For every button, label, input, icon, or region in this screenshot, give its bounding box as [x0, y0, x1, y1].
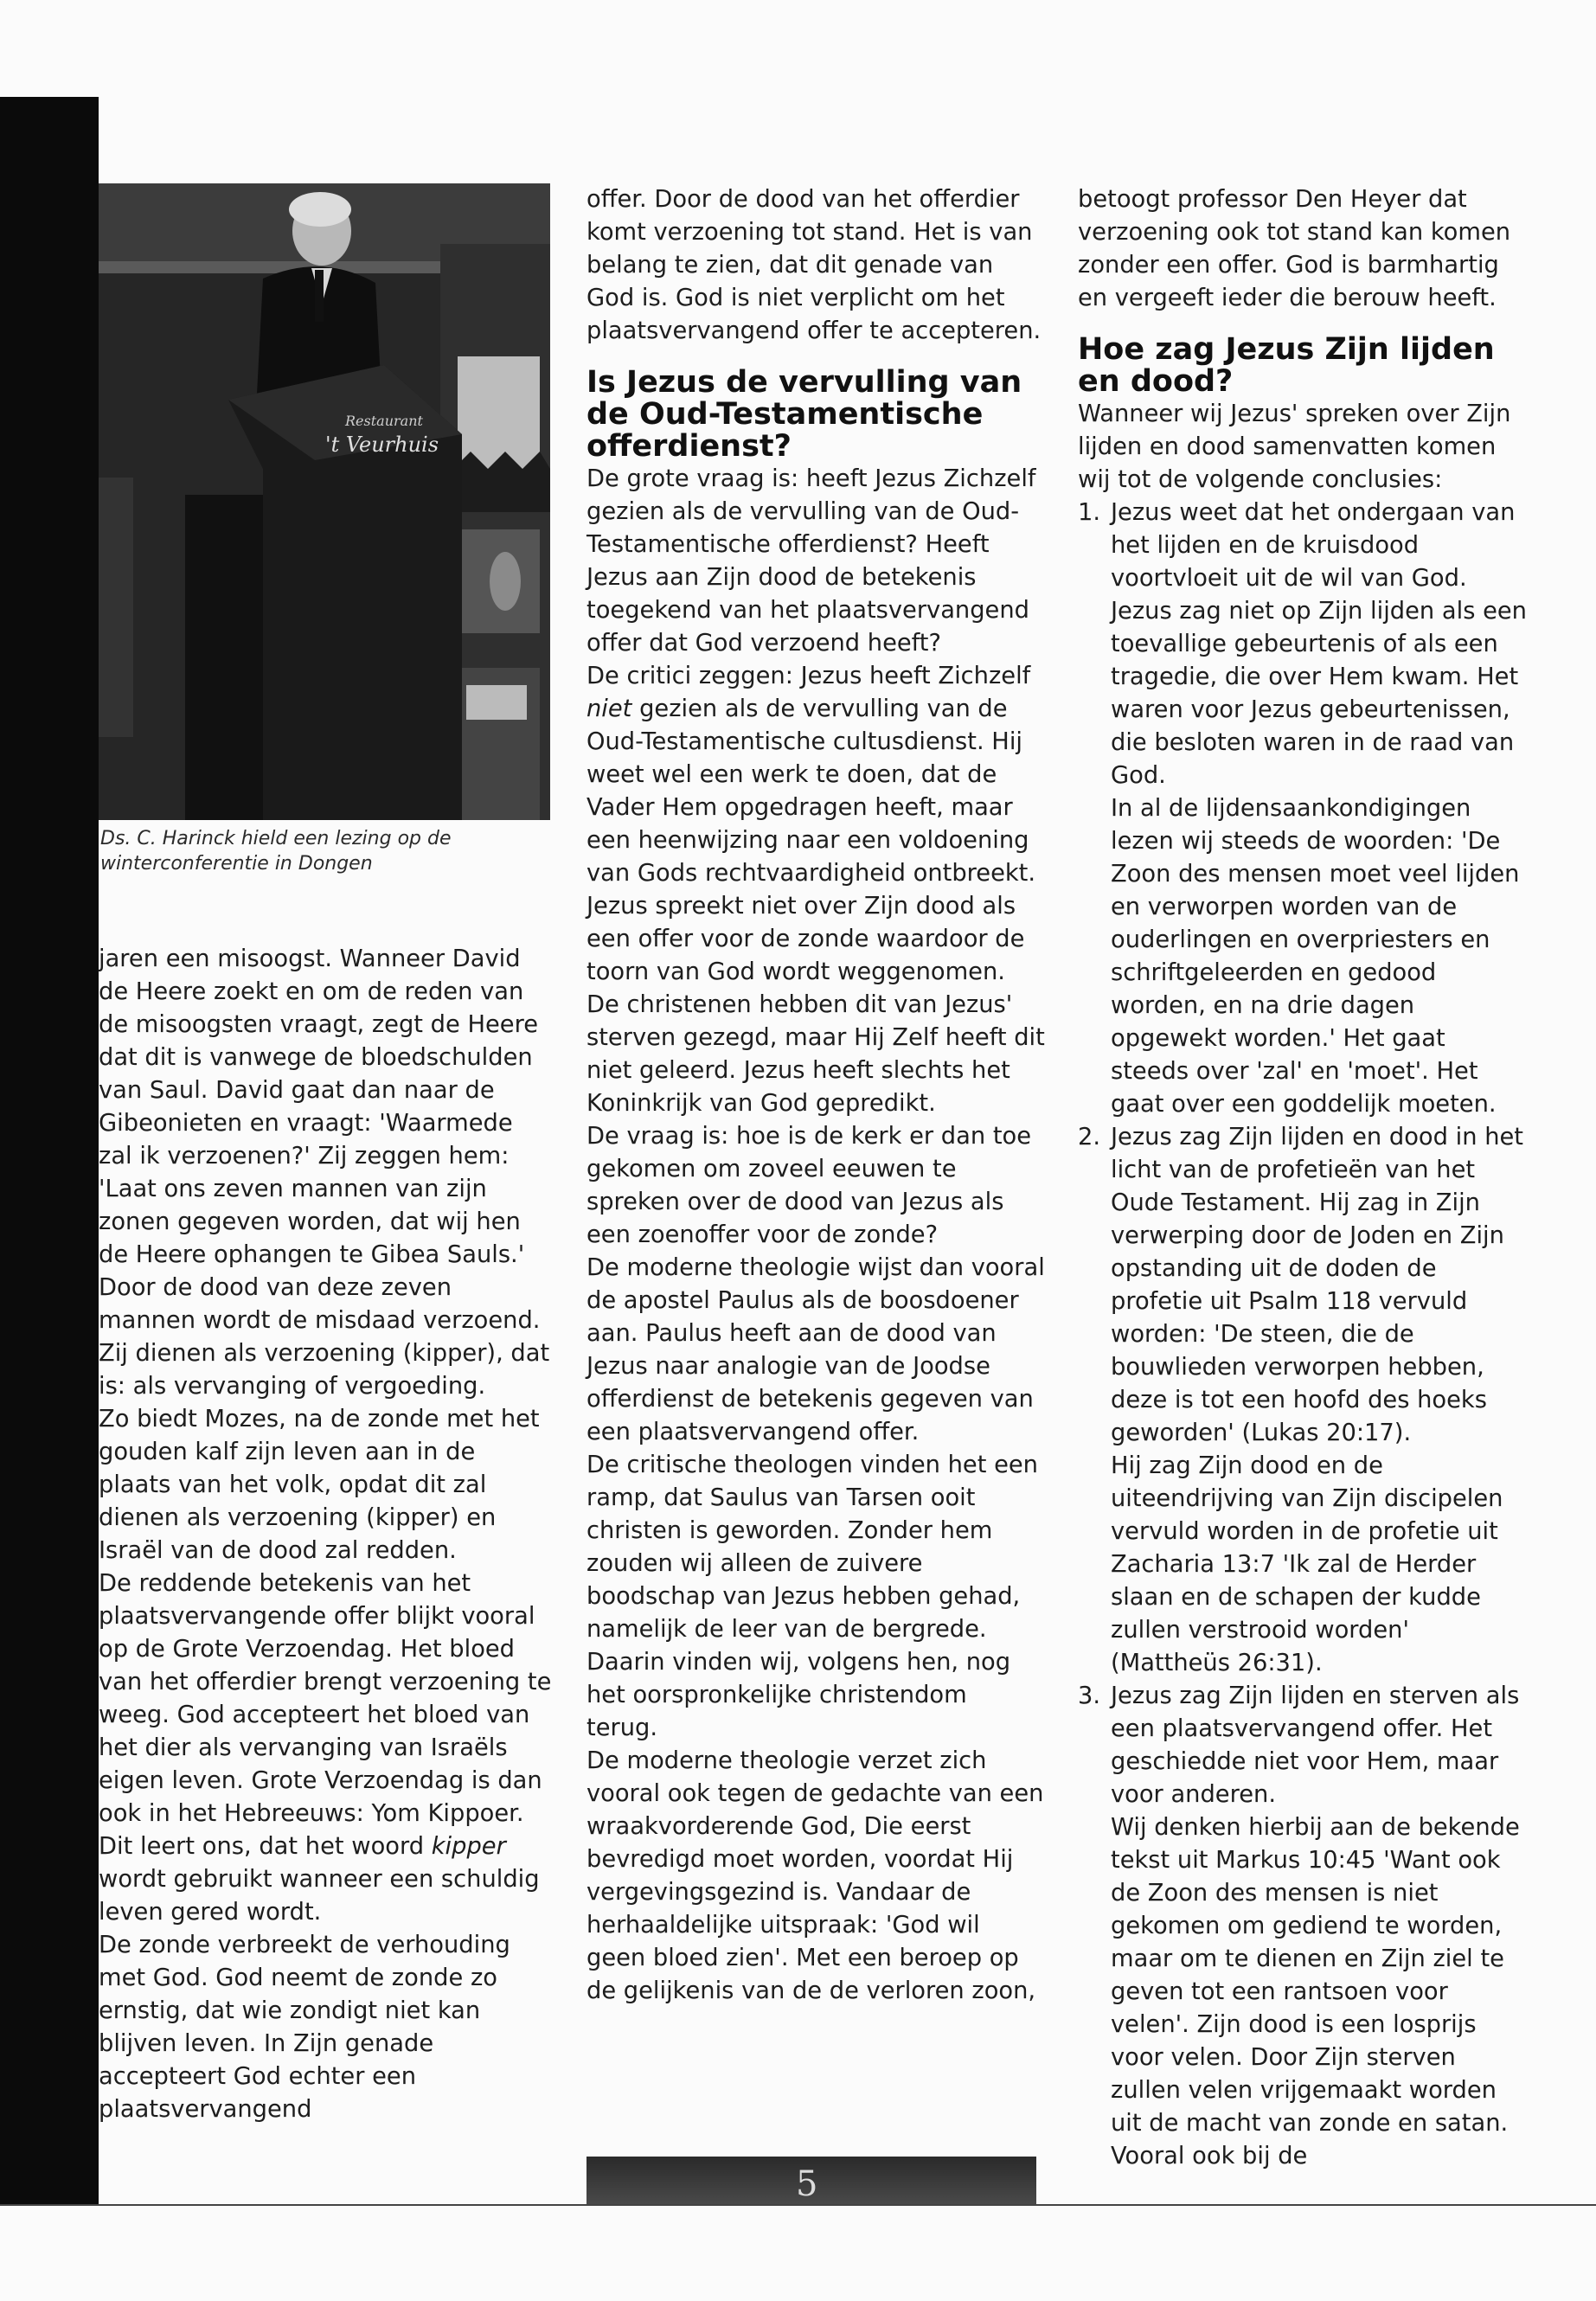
list-item-paragraph: Jezus zag Zijn lijden en sterven als een plaatsvervangend offer. Het geschiedde niet voor Hem, maar voor anderen. [1111, 1682, 1520, 1808]
col2-paragraph-1: De grote vraag is: heeft Jezus Zichzelf gezien als de vervulling van de Oud-Testamentische offerdienst? Heeft Jezus aan Zijn dood de betekenis toegekend van het plaatsvervangend offer dat God verzoend heeft? [586, 465, 1036, 657]
col1-paragraph-1: jaren een misoogst. Wanneer David de Heere zoekt en om de reden van de misoogsten vraagt, zegt de Heere dat dit is vanwege de bloedschulden van Saul. David gaat dan naar de Gibeonieten en vraagt: 'Waarmede zal ik verzoenen?' Zij zeggen hem: 'Laat ons zeven mannen van zijn zonen gegeven worden, dat wij hen de Heere ophangen te Gibea Sauls.' Door de dood van deze zeven mannen wordt de misdaad verzoend. Zij dienen als verzoening (kipper), dat is: als vervanging of vergoeding. [99, 945, 550, 1400]
col3-intro: betoogt professor Den Heyer dat verzoening ook tot stand kan komen zonder een offer. God is barmhartig en vergeeft ieder die berouw heeft. [1078, 186, 1511, 311]
list-item [1078, 1680, 1528, 2173]
list-item-paragraph: In al de lijdensaankondigingen lezen wij steeds de woorden: 'De Zoon des mensen moet veel lijden en verworpen worden van de ouderlingen en overpriesters en schriftgeleerden en gedood worden, en na drie dagen opgewekt worden.' Het gaat steeds over 'zal' en 'moet'. Het gaat over een goddelijk moeten. [1111, 795, 1520, 1118]
col1-paragraph-3-text: De reddende betekenis van het plaatsvervangende offer blijkt vooral op de Grote Verzoendag. Het bloed van het offerdier brengt verzoening te weeg. God accepteert het bloed van het dier als vervanging van Israëls eigen leven. Grote Verzoendag is dan ook in het Hebreeuws: Yom Kippoer. Dit leert ons, dat het woord [99, 1570, 552, 1860]
col2-paragraph-5: De critische theologen vinden het een ramp, dat Saulus van Tarsen ooit christen is geworden. Zonder hem zouden wij alleen de zuivere boodschap van Jezus hebben gehad, namelijk de leer van de bergrede. Daarin vinden wij, volgens hen, nog het oorspronkelijke christendom terug. [586, 1452, 1038, 1741]
column-2 [586, 183, 1045, 2008]
kipper-term: kipper [431, 1833, 506, 1860]
list-item-paragraph: Jezus zag Zijn lijden en dood in het licht van de profetieën van het Oude Testament. Hij zag in Zijn verwerping door de Joden en Zijn opstanding uit de doden de profetie uit Psalm 118 vervuld worden: 'De steen, die de bouwlieden verworpen hebben, deze is tot een hoofd des hoeks geworden' (Lukas 20:17). [1111, 1124, 1523, 1446]
column-1 [99, 943, 553, 2126]
col3-lead: Wanneer wij Jezus' spreken over Zijn lijden en dood samenvatten komen wij tot de volgende conclusies: [1078, 401, 1511, 493]
col1-paragraph-4: De zonde verbreekt de verhouding met God. God neemt de zonde zo ernstig, dat wie zondigt niet kan blijven leven. In Zijn genade accepteert God echter een plaatsvervangend [99, 1932, 510, 2123]
list-item [1078, 1121, 1528, 1680]
niet-emphasis: niet [586, 695, 632, 722]
list-item-paragraph: Jezus weet dat het ondergaan van het lijden en de kruisdood voortvloeit uit de wil van God. Jezus zag niet op Zijn lijden als een toevallige gebeurtenis of als een tragedie, die over Hem kwam. Het waren voor Jezus gebeurtenissen, die besloten waren in de raad van God. [1111, 499, 1527, 789]
list-number: 1. [1078, 499, 1101, 526]
col2-paragraph-3: De vraag is: hoe is de kerk er dan toe gekomen om zoveel eeuwen te spreken over de dood van Jezus als een zoenoffer voor de zonde? [586, 1123, 1032, 1248]
conclusions-list [1078, 497, 1528, 2173]
photo-caption: Ds. C. Harinck hield een lezing op de winterconferentie in Dongen [100, 828, 452, 875]
col1-paragraph-3-tail: wordt gebruikt wanneer een schuldig leven gered wordt. [99, 1866, 540, 1926]
list-item-paragraph: Hij zag Zijn dood en de uiteendrijving van Zijn discipelen vervuld worden in de profetie uit Zacharia 13:7 'Ik zal de Herder slaan en de schapen der kudde zullen verstrooid worden' (Mattheüs 26:31). [1111, 1452, 1503, 1676]
podium-sign-line2: 't Veurhuis [325, 433, 439, 457]
column-3 [1078, 183, 1528, 2173]
col1-paragraph-3 [99, 1567, 553, 1929]
page-number: 5 [796, 2164, 818, 2204]
col2-paragraph-4: De moderne theologie wijst dan vooral de apostel Paulus als de boosdoener aan. Paulus heeft aan de dood van Jezus naar analogie van de Joodse offerdienst de betekenis gegeven van een plaatsvervangend offer. [586, 1254, 1045, 1445]
col2-paragraph-2-start: De critici zeggen: Jezus heeft Zichzelf [586, 663, 1031, 689]
bottom-rule [0, 2204, 1596, 2206]
col2-paragraph-2-rest: gezien als de vervulling van de Oud-Testamentische cultusdienst. Hij weet wel een werk te doen, dat de Vader Hem opgedragen heeft, maar een heenwijzing naar een voldoening van Gods rechtvaardigheid ontbreekt. Jezus spreekt niet over Zijn dood als een offer voor de zonde waardoor de toorn van God wordt weggenomen. De christenen hebben dit van Jezus' sterven gezegd, maar Hij Zelf heeft dit niet geleerd. Jezus heeft slechts het Koninkrijk van God gepredikt. [586, 695, 1045, 1117]
list-item [1078, 497, 1528, 1121]
col2-intro: offer. Door de dood van het offerdier komt verzoening tot stand. Het is van belang te zien, dat dit genade van God is. God is niet verplicht om het plaatsvervangend offer te accepteren. [586, 186, 1042, 344]
section-heading-lijden: Hoe zag Jezus Zijn lijden en dood? [1078, 332, 1495, 399]
lecture-photo [99, 183, 550, 820]
list-item-paragraph: Wij denken hierbij aan de bekende tekst uit Markus 10:45 'Want ook de Zoon des mensen is niet gekomen om gediend te worden, maar om te dienen en Zijn ziel te geven tot een rantsoen voor velen'. Zijn dood is een losprijs voor velen. Door Zijn sterven zullen velen vrijgemaakt worden uit de macht van zonde en satan. Vooral ook bij de [1111, 1814, 1520, 2170]
binding-edge [0, 97, 99, 2204]
col2-paragraph-2 [586, 660, 1045, 1120]
lecture-photo-illustration [99, 183, 550, 820]
col2-paragraph-6: De moderne theologie verzet zich vooral ook tegen de gedachte van een wraakvorderende God, Die eerst bevredigd moet worden, voordat Hij vergevingsgezind is. Vandaar de herhaaldelijke uitspraak: 'God wil geen bloed zien'. Met een beroep op de gelijkenis van de de verloren zoon, [586, 1747, 1044, 2004]
col1-paragraph-2: Zo biedt Mozes, na de zonde met het gouden kalf zijn leven aan in de plaats van het volk, opdat dit zal dienen als verzoening (kipper) en Israël van de dood zal redden. [99, 1406, 540, 1564]
podium-sign-line1: Restaurant [345, 413, 423, 429]
list-number: 3. [1078, 1682, 1101, 1709]
list-number: 2. [1078, 1124, 1101, 1150]
section-heading-offerdienst: Is Jezus de vervulling van de Oud-Testamentische offerdienst? [586, 365, 1022, 464]
